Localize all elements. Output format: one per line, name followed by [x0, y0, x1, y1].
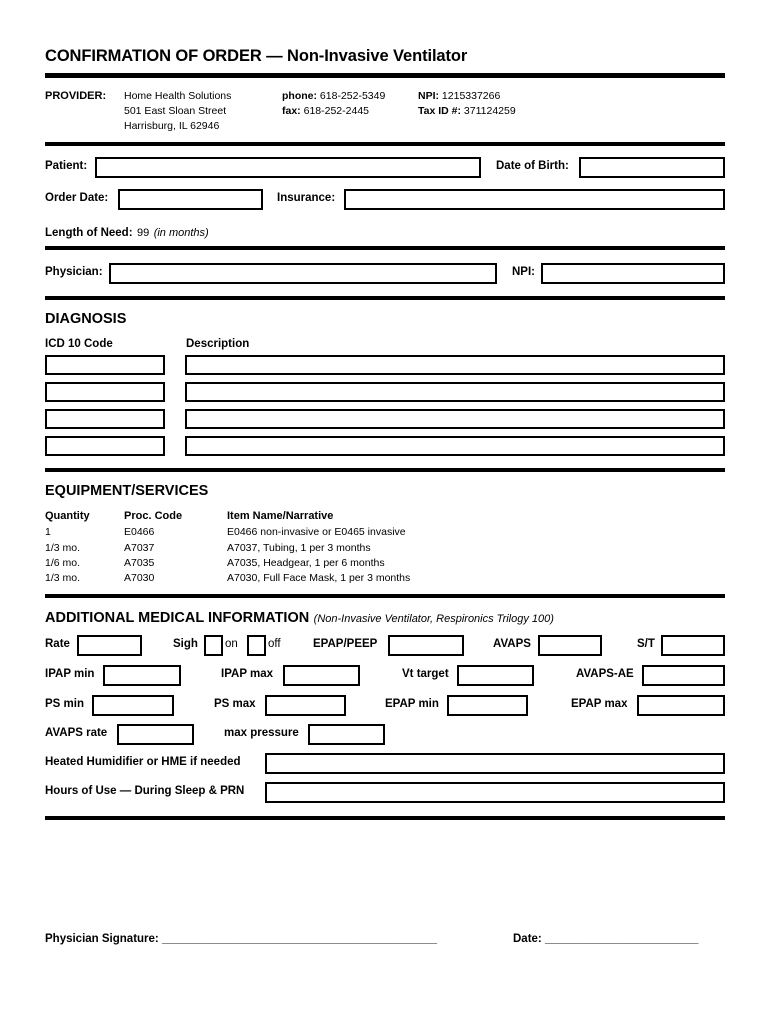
sigh-off-checkbox[interactable]	[247, 635, 266, 656]
ipap-min-label: IPAP min	[45, 668, 95, 680]
order-form	[45, 0, 725, 1024]
provider-label: PROVIDER:	[45, 90, 107, 102]
provider-phone: 618-252-5349	[319, 90, 386, 102]
equipment-qty-4: 1/3 mo.	[45, 572, 81, 584]
icd10-field-1[interactable]	[45, 355, 165, 375]
vt-target-field[interactable]	[457, 665, 534, 686]
taxid-label: Tax ID #:	[418, 105, 461, 117]
st-label: S/T	[637, 638, 655, 650]
avaps-rate-label: AVAPS rate	[45, 727, 108, 739]
vt-target-label: Vt target	[402, 668, 449, 680]
rate-label: Rate	[45, 638, 70, 650]
equipment-code-3: A7035	[124, 557, 155, 569]
description-field-2[interactable]	[185, 382, 725, 402]
avaps-label: AVAPS	[493, 638, 531, 650]
patient-label: Patient:	[45, 160, 88, 172]
epap-max-field[interactable]	[637, 695, 725, 716]
patient-rule	[45, 246, 725, 250]
dob-field[interactable]	[579, 157, 725, 178]
rate-field[interactable]	[77, 635, 142, 656]
provider-name: Home Health Solutions	[124, 90, 232, 102]
description-field-4[interactable]	[185, 436, 725, 456]
physician-signature-line[interactable]: Physician Signature: ___________________________________________	[45, 933, 437, 945]
avaps-rate-field[interactable]	[117, 724, 194, 745]
equipment-code-4: A7030	[124, 572, 155, 584]
equipment-qty-2: 1/3 mo.	[45, 542, 81, 554]
proc-code-column-header: Proc. Code	[124, 510, 183, 522]
patient-field[interactable]	[95, 157, 481, 178]
icd10-column-header: ICD 10 Code	[45, 338, 113, 350]
epap-peep-label: EPAP/PEEP	[313, 638, 378, 650]
description-field-1[interactable]	[185, 355, 725, 375]
quantity-column-header: Quantity	[45, 510, 90, 522]
physician-npi-field[interactable]	[541, 263, 725, 284]
equipment-code-2: A7037	[124, 542, 155, 554]
equipment-code-1: E0466	[124, 526, 155, 538]
sigh-off-label: off	[268, 638, 281, 650]
physician-rule	[45, 296, 725, 300]
humidifier-field[interactable]	[265, 753, 725, 774]
equipment-qty-3: 1/6 mo.	[45, 557, 81, 569]
max-pressure-label: max pressure	[224, 727, 299, 739]
icd10-field-2[interactable]	[45, 382, 165, 402]
ps-min-label: PS min	[45, 698, 84, 710]
order-date-label: Order Date:	[45, 192, 109, 204]
ipap-max-field[interactable]	[283, 665, 360, 686]
diagnosis-heading: DIAGNOSIS	[45, 311, 127, 327]
description-column-header: Description	[186, 338, 250, 350]
equipment-heading: EQUIPMENT/SERVICES	[45, 483, 209, 499]
provider-street: 501 East Sloan Street	[124, 105, 227, 117]
ps-min-field[interactable]	[92, 695, 174, 716]
epap-min-label: EPAP min	[385, 698, 439, 710]
epap-min-field[interactable]	[447, 695, 528, 716]
item-column-header: Item Name/Narrative	[227, 510, 334, 522]
description-field-3[interactable]	[185, 409, 725, 429]
npi-label: NPI:	[418, 90, 439, 102]
icd10-field-3[interactable]	[45, 409, 165, 429]
provider-rule	[45, 142, 725, 146]
order-date-field[interactable]	[118, 189, 263, 210]
equipment-item-3: A7035, Headgear, 1 per 6 months	[227, 557, 385, 569]
max-pressure-field[interactable]	[308, 724, 385, 745]
avaps-field[interactable]	[538, 635, 602, 656]
provider-npi: 1215337266	[441, 90, 501, 102]
insurance-field[interactable]	[344, 189, 725, 210]
physician-field[interactable]	[109, 263, 497, 284]
equipment-item-2: A7037, Tubing, 1 per 3 months	[227, 542, 371, 554]
humidifier-label: Heated Humidifier or HME if needed	[45, 756, 241, 768]
provider-taxid: 371124259	[463, 105, 516, 117]
dob-label: Date of Birth:	[496, 160, 569, 172]
provider-city: Harrisburg, IL 62946	[124, 120, 220, 132]
ipap-max-label: IPAP max	[221, 668, 273, 680]
provider-fax: 618-252-2445	[303, 105, 369, 117]
epap-peep-field[interactable]	[388, 635, 464, 656]
equipment-item-4: A7030, Full Face Mask, 1 per 3 months	[227, 572, 411, 584]
length-label: Length of Need:	[45, 227, 133, 239]
equipment-qty-1: 1	[45, 526, 51, 538]
signature-date-line[interactable]: Date: ________________________	[513, 933, 699, 945]
sigh-label: Sigh	[173, 638, 198, 650]
ps-max-field[interactable]	[265, 695, 346, 716]
equipment-rule	[45, 594, 725, 598]
additional-subheading: (Non-Invasive Ventilator, Respironics Trilogy 100)	[313, 613, 554, 625]
avaps-ae-field[interactable]	[642, 665, 725, 686]
title-rule	[45, 73, 725, 78]
additional-rule	[45, 816, 725, 820]
length-value: 99	[136, 227, 150, 239]
hours-of-use-label: Hours of Use — During Sleep & PRN	[45, 785, 245, 797]
icd10-field-4[interactable]	[45, 436, 165, 456]
phone-label: phone:	[282, 90, 317, 102]
physician-label: Physician:	[45, 266, 103, 278]
epap-max-label: EPAP max	[571, 698, 628, 710]
diagnosis-rule	[45, 468, 725, 472]
ipap-min-field[interactable]	[103, 665, 181, 686]
equipment-item-1: E0466 non-invasive or E0465 invasive	[227, 526, 406, 538]
hours-of-use-field[interactable]	[265, 782, 725, 803]
st-field[interactable]	[661, 635, 725, 656]
sigh-on-label: on	[225, 638, 238, 650]
length-unit: (in months)	[153, 227, 209, 239]
ps-max-label: PS max	[214, 698, 256, 710]
avaps-ae-label: AVAPS-AE	[576, 668, 634, 680]
physician-npi-label: NPI:	[512, 266, 535, 278]
additional-heading: ADDITIONAL MEDICAL INFORMATION	[45, 610, 310, 626]
sigh-on-checkbox[interactable]	[204, 635, 223, 656]
fax-label: fax:	[282, 105, 301, 117]
insurance-label: Insurance:	[277, 192, 336, 204]
page-title: CONFIRMATION OF ORDER — Non-Invasive Ventilator	[45, 47, 468, 65]
